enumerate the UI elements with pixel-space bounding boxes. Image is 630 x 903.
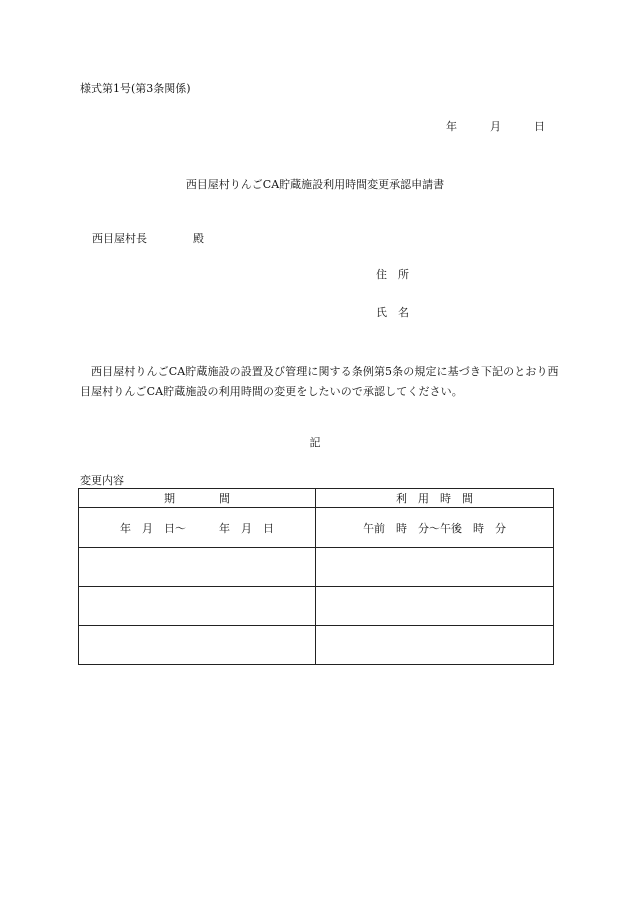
date-month: 月 [490,120,501,133]
table-row [79,548,554,587]
period-cell[interactable] [79,548,316,587]
usage-time-cell[interactable] [316,626,554,665]
document-title: 西目屋村りんごCA貯蔵施設利用時間変更承認申請書 [185,178,445,191]
table-row [79,587,554,626]
table-row [79,508,554,548]
header-period: 期 間 [79,489,316,508]
application-body-text: 西目屋村りんごCA貯蔵施設の設置及び管理に関する条例第5条の規定に基づき下記のとおり西目屋村りんごCA貯蔵施設の利用時間の変更をしたいので承認してください。 [80,365,559,398]
addressee-honorific: 殿 [193,232,204,245]
usage-time-cell[interactable] [316,587,554,626]
header-usage-time: 利 用 時 間 [316,489,554,508]
applicant-name-label: 氏 名 [376,306,409,319]
addressee-name: 西目屋村長 [92,232,147,245]
date-day: 日 [534,120,545,133]
change-table [78,488,554,665]
period-cell[interactable]: 年 月 日～ 年 月 日 [79,508,316,548]
usage-time-cell[interactable]: 午前 時 分～午後 時 分 [316,508,554,548]
period-cell[interactable] [79,587,316,626]
date-line [446,120,545,134]
table-header-row [79,489,554,508]
addressee [92,232,204,246]
usage-time-cell[interactable] [316,548,554,587]
applicant-address-label: 住 所 [376,268,409,281]
table-row [79,626,554,665]
ki-heading: 記 [309,436,321,449]
period-cell[interactable] [79,626,316,665]
change-content-label: 変更内容 [80,474,124,487]
date-year: 年 [446,120,457,133]
form-number: 様式第1号(第3条関係) [80,82,191,95]
